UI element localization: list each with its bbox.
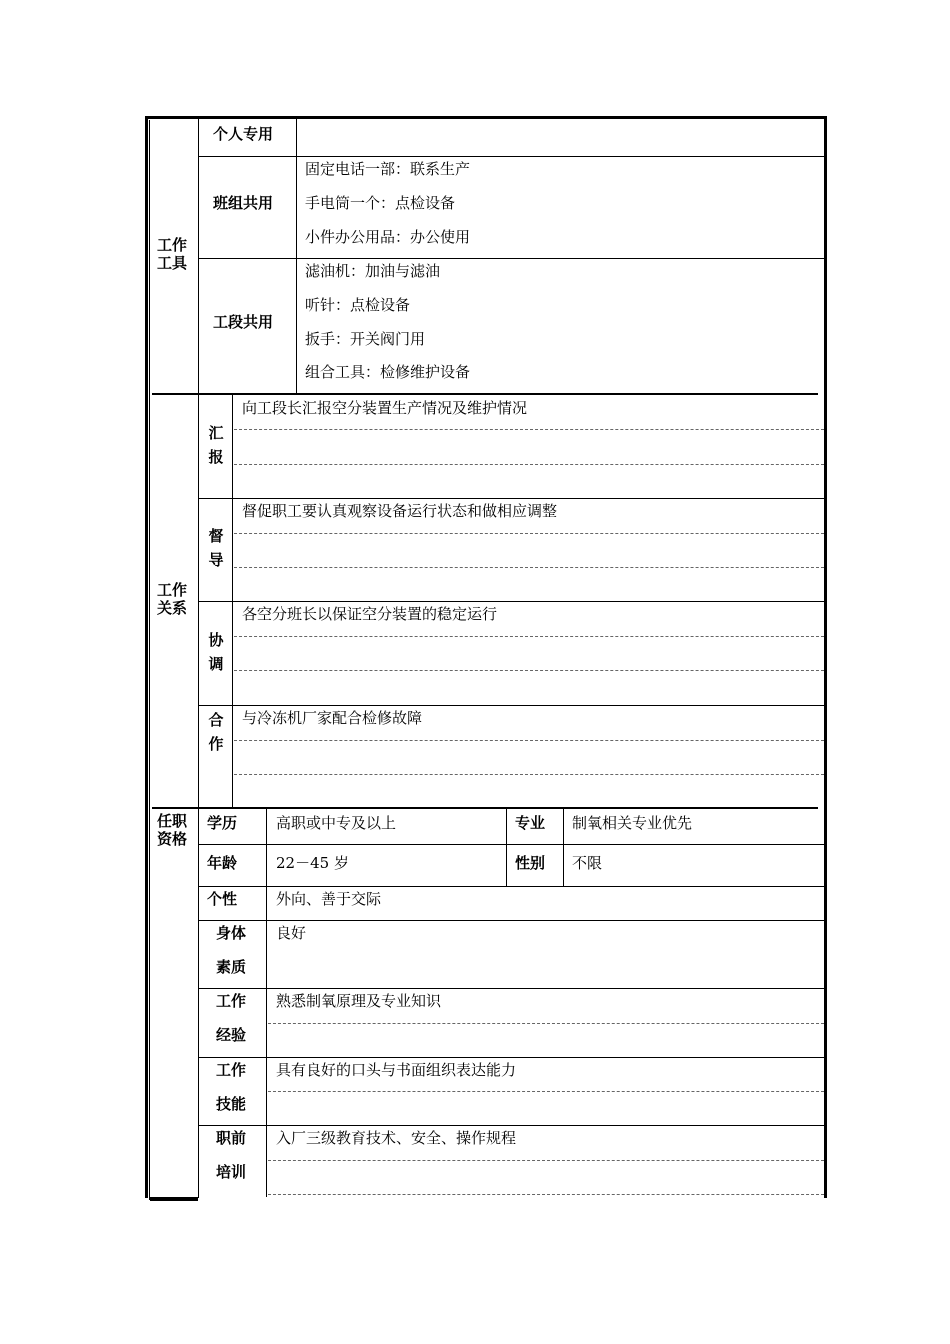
coordinate-text: 各空分班长以保证空分装置的稳定运行 [242,605,498,623]
frame-inner-border [149,120,150,1200]
cooperate-text: 与冷冻机厂家配合检修故障 [242,709,423,727]
skills-label-2: 技能 [216,1095,247,1113]
training-label-2: 培训 [216,1163,247,1181]
tools-team-label: 班组共用 [213,194,274,212]
skills-value: 具有良好的口头与书面组织表达能力 [276,1061,517,1079]
education-label: 学历 [207,814,238,832]
tools-team-item: 小件办公用品：办公使用 [305,228,471,246]
major-value: 制氧相关专业优先 [572,814,693,832]
training-label-1: 职前 [216,1129,247,1147]
relations-section-label: 工作 关系 [156,581,187,617]
experience-label-1: 工作 [216,992,247,1010]
gender-label: 性别 [515,854,546,872]
dashed-line [234,774,824,775]
tools-section-label: 工作 工具 [156,236,187,272]
section-divider [152,393,818,395]
row-divider [198,1057,824,1058]
physique-value: 良好 [276,924,307,942]
tools-section-item: 扳手：开关阀门用 [305,330,426,348]
row-divider [198,705,824,706]
age-label: 年龄 [207,854,238,872]
row-divider [198,258,824,259]
dashed-line [234,636,824,637]
personality-label: 个性 [207,890,238,908]
report-text: 向工段长汇报空分装置生产情况及维护情况 [242,399,528,417]
row-divider [198,601,824,602]
major-label: 专业 [515,814,546,832]
skills-label-1: 工作 [216,1061,247,1079]
report-label: 汇 报 [208,424,224,466]
tools-personal-label: 个人专用 [213,125,274,143]
row-divider [198,1125,824,1126]
dashed-line [268,1194,824,1195]
experience-label-2: 经验 [216,1026,247,1044]
row-divider [198,886,824,887]
age-value: 22－45 岁 [276,854,349,872]
tools-team-item: 手电筒一个：点检设备 [305,194,456,212]
dashed-line [268,1023,824,1024]
row-divider [198,920,824,921]
dashed-line [234,464,824,465]
tools-section-item: 组合工具：检修维护设备 [305,363,471,381]
dashed-line [268,1091,824,1092]
tools-section-item: 滤油机：加油与滤油 [305,262,441,280]
col-divider-tools [296,118,297,393]
dashed-line [234,533,824,534]
dashed-line [268,1160,824,1161]
training-value: 入厂三级教育技术、安全、操作规程 [276,1129,517,1147]
supervise-label: 督 导 [208,527,224,569]
tools-section-use-label: 工段共用 [213,313,274,331]
supervise-text: 督促职工要认真观察设备运行状态和做相应调整 [242,502,558,520]
education-value: 高职或中专及以上 [276,814,397,832]
dashed-line [234,740,824,741]
dashed-line [234,567,824,568]
row-divider [198,156,824,157]
section-divider [152,807,818,809]
row-divider [198,988,824,989]
dashed-line [234,670,824,671]
personality-value: 外向、善于交际 [276,890,382,908]
coordinate-label: 协 调 [208,631,224,673]
frame-corner-bar [150,1197,198,1201]
row-divider [198,844,824,845]
cooperate-label: 合 作 [208,711,224,753]
qual-section-label: 任职 资格 [156,812,187,848]
col-divider-qual-mid [506,809,507,886]
tools-section-item: 听针：点检设备 [305,296,411,314]
physique-label-2: 素质 [216,958,247,976]
gender-value: 不限 [572,854,603,872]
tools-team-item: 固定电话一部：联系生产 [305,160,471,178]
row-divider [198,498,824,499]
col-divider-qual-mid2 [563,809,564,886]
col-divider-qual [266,809,267,1197]
table-frame [145,116,827,1198]
experience-value: 熟悉制氧原理及专业知识 [276,992,442,1010]
physique-label-1: 身体 [216,924,247,942]
dashed-line [234,429,824,430]
